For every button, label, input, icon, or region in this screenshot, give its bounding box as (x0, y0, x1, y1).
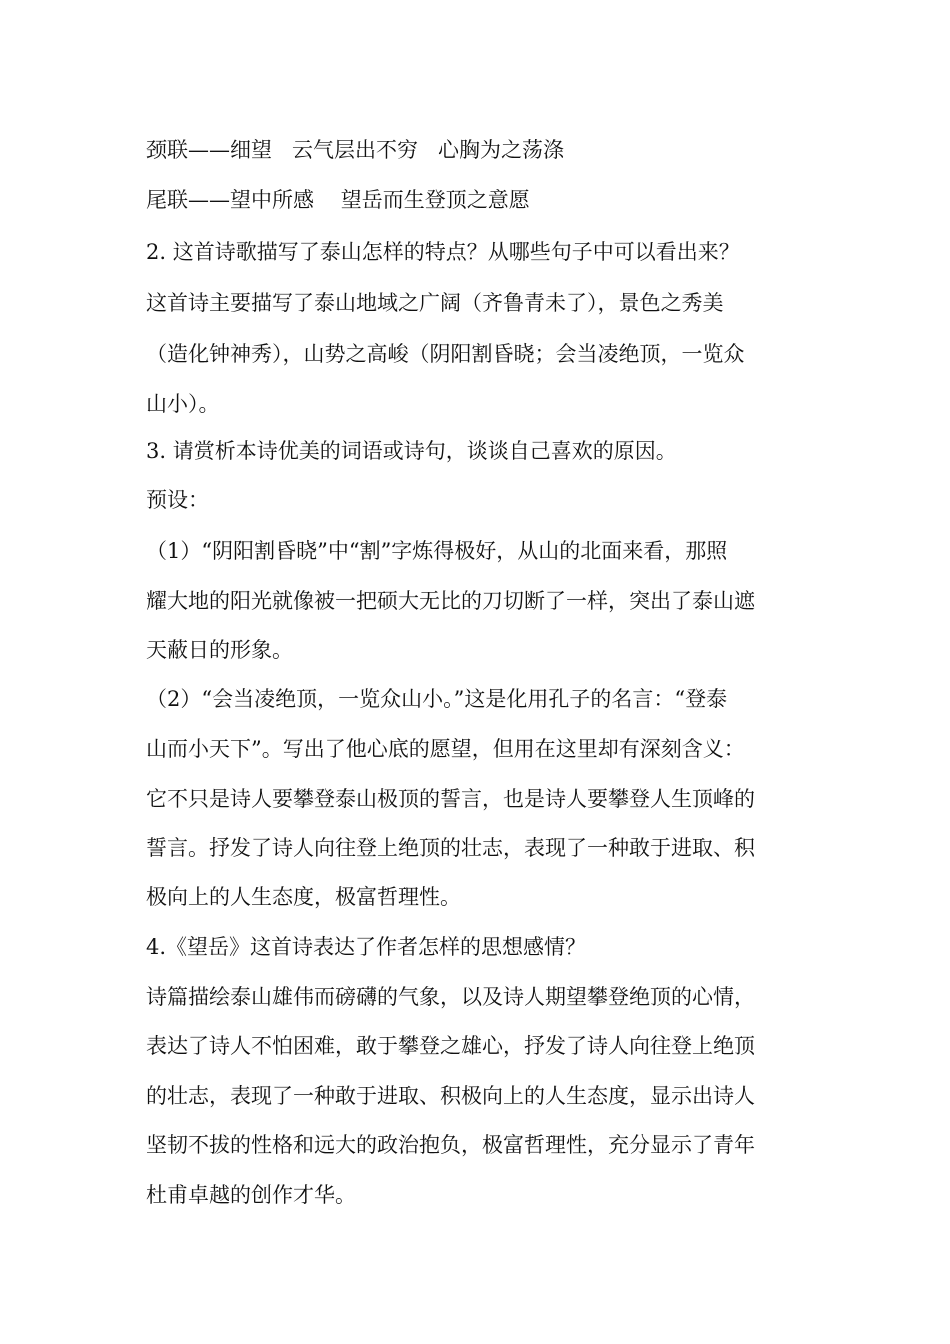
question-2: 2. 这首诗歌描写了泰山怎样的特点？从哪些句子中可以看出来？ (146, 240, 740, 264)
answer-3-item-2-line-3: 它不只是诗人要攀登泰山极顶的誓言，也是诗人要攀登人生顶峰的 (146, 787, 755, 811)
answer-4-line-4: 坚韧不拔的性格和远大的政治抱负，极富哲理性，充分显示了青年 (146, 1133, 755, 1157)
answer-4-line-1: 诗篇描绘泰山雄伟而磅礴的气象，以及诗人期望攀登绝顶的心情， (146, 985, 755, 1009)
question-3: 3. 请赏析本诗优美的词语或诗句，谈谈自己喜欢的原因。 (146, 439, 677, 463)
answer-2-line-1: 这首诗主要描写了泰山地域之广阔（齐鲁青未了），景色之秀美 (146, 291, 724, 315)
answer-3-item-1-line-2: 耀大地的阳光就像被一把硕大无比的刀切断了一样，突出了泰山遮 (146, 589, 755, 613)
answer-4-line-5: 杜甫卓越的创作才华。 (146, 1183, 356, 1207)
text-line-weilian: 尾联——望中所感 望岳而生登顶之意愿 (146, 188, 530, 212)
question-4: 4.《望岳》这首诗表达了作者怎样的思想感情？ (146, 935, 587, 959)
answer-3-item-2-line-5: 极向上的人生态度，极富哲理性。 (146, 885, 461, 909)
answer-3-item-1-line-1: （1）“阴阳割昏晓”中“割”字炼得极好，从山的北面来看，那照 (146, 539, 728, 563)
answer-3-item-1-line-3: 天蔽日的形象。 (146, 638, 293, 662)
text-line-jinglian: 颈联——细望 云气层出不穷 心胸为之荡涤 (146, 138, 565, 162)
answer-2-line-2: （造化钟神秀），山势之高峻（阴阳割昏晓；会当凌绝顶，一览众 (146, 342, 745, 366)
answer-2-line-3: 山小）。 (146, 392, 220, 416)
answer-3-item-2-line-1: （2）“会当凌绝顶，一览众山小。”这是化用孔子的名言：“登泰 (146, 687, 728, 711)
preset-label: 预设： (146, 488, 209, 512)
answer-4-line-2: 表达了诗人不怕困难，敢于攀登之雄心，抒发了诗人向往登上绝顶 (146, 1034, 755, 1058)
answer-4-line-3: 的壮志，表现了一种敢于进取、积极向上的人生态度，显示出诗人 (146, 1084, 755, 1108)
answer-3-item-2-line-4: 誓言。抒发了诗人向往登上绝顶的壮志，表现了一种敢于进取、积 (146, 836, 755, 860)
answer-3-item-2-line-2: 山而小天下”。写出了他心底的愿望，但用在这里却有深刻含义： (146, 737, 745, 761)
